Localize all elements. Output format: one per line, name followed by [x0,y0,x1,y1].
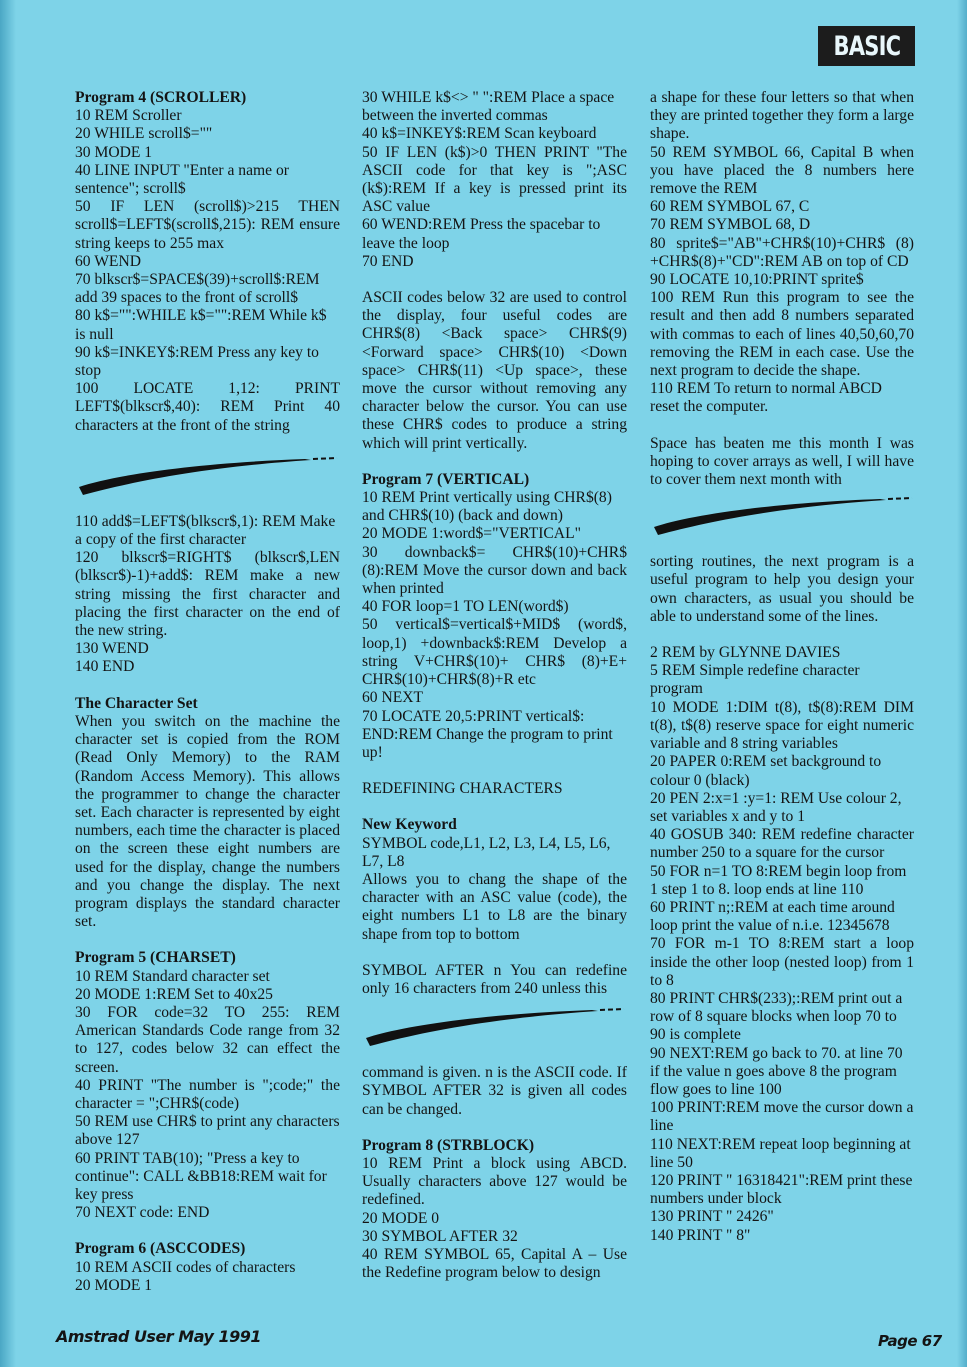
code-line: 90 k$=INKEY$:REM Press any key to stop [75,343,319,380]
sorting-text: sorting routines, the next program is a useful program to help you design your own characters, as usual you should be able to understand some of the lines. [650,553,914,625]
code-line: 60 PRINT TAB(10); "Press a key to continue": CALL &BB18:REM wait for key press [75,1149,327,1203]
brush-stroke-divider [362,1004,627,1050]
command-text: command is given. n is the ASCII code. If SYMBOL AFTER 32 is given all codes can be changed. [362,1064,627,1118]
code-line: 60 WEND [75,252,141,270]
code-line: 30 downback$= CHR$(10)+CHR$ (8):REM Move the cursor down and back when printed [362,543,627,598]
column-3 [650,89,914,1263]
code-line: 50 vertical$=vertical$+MID$ (word$, loop,1) +downback$:REM Develop a string V+CHR$(10)+ CHR$ (8)+E+ CHR$(10)+CHR$(8)+R etc [362,616,627,689]
space-paragraph [650,435,914,490]
code-line: 10 MODE 1:DIM t(8), t$(8):REM DIM t(8), t$(8) reserve space for eight numeric variable and 8 string variables [650,698,914,753]
symbol-description: Allows you to chang the shape of the character with an ASC value (code), the eight numbers L1 to L8 are the binary shape from top to bottom [362,870,627,943]
character-set-heading: The Character Set [75,694,198,712]
code-line: 30 MODE 1 [75,143,153,161]
code-line: 110 REM To return to normal ABCD reset the computer. [650,380,882,416]
program-6-continued [362,89,627,271]
sorting-paragraph [650,553,914,626]
new-keyword-section [362,816,627,943]
code-line: 10 REM Standard character set [75,967,270,985]
column-1 [75,89,340,1313]
redefining-characters-label: REDEFINING CHARACTERS [362,780,563,798]
code-line: 60 PRINT n;:REM at each time around loop print the value of n.i.e. 12345678 [650,898,895,935]
program-4-block [75,89,340,435]
code-line: 40 k$=INKEY$:REM Scan keyboard [362,125,597,143]
code-line: 100 LOCATE 1,12: PRINT LEFT$(blkscr$,40): REM Print 40 characters at the front of the string [75,380,340,434]
code-line: 40 LINE INPUT "Enter a name or sentence"; scroll$ [75,161,289,198]
code-line: 70 blkscr$=SPACE$(39)+scroll$:REM add 39 spaces to the front of scroll$ [75,271,320,307]
code-line: 60 WEND:REM Press the spacebar to leave the loop [362,216,601,252]
code-line: 40 REM SYMBOL 65, Capital A – Use the Redefine program below to design [362,1245,627,1282]
code-line: 60 NEXT [362,689,424,707]
code-line: 80 PRINT CHR$(233);:REM print out a row of 8 square blocks when loop 70 to 90 is complete [650,989,903,1044]
badge-label: BASIC [833,30,900,62]
code-line: 20 MODE 1 [75,1276,153,1294]
code-line: 2 REM by GLYNNE DAVIES [650,644,841,662]
code-line: 5 REM Simple redefine character program [650,662,860,698]
program-8-continued [650,89,914,417]
code-line: a shape for these four letters so that when they are printed together they form a large shape. [650,89,914,143]
brush-stroke-divider [75,453,340,499]
code-line: 110 add$=LEFT$(blkscr$,1): REM Make a copy of the first character [75,512,336,549]
code-line: 70 FOR m-1 TO 8:REM start a loop inside the other loop (nested loop) from 1 to 8 [650,935,914,989]
code-line: 50 IF LEN (scroll$)>215 THEN scroll$=LEFT$(scroll$,215): REM ensure string keeps to 255 max [75,198,340,252]
character-set-section [75,695,340,932]
page-number: Page 67 [878,1332,942,1350]
code-line: 140 PRINT " 8" [650,1226,751,1244]
program-8-heading: Program 8 (STRBLOCK) [362,1136,535,1154]
code-line: 50 IF LEN (k$)>0 THEN PRINT "The ASCII code for that key is ";ASC (k$):REM If a key is pressed print its ASC value [362,143,627,216]
program-9-block [650,644,914,1245]
code-line: 40 FOR loop=1 TO LEN(word$) [362,598,569,616]
magazine-issue: Amstrad User May 1991 [56,1327,262,1346]
code-line: 40 PRINT "The number is ";code;" the character = ";CHR$(code) [75,1076,340,1112]
code-line: 20 PAPER 0:REM set background to colour 0 (black) [650,753,882,789]
code-line: 130 WEND [75,640,149,658]
ascii-codes-paragraph [362,289,627,453]
code-line: 20 MODE 0 [362,1209,440,1227]
code-line: 80 k$="":WHILE k$="":REM While k$ is null [75,307,327,343]
code-line: 20 PEN 2:x=1 :y=1: REM Use colour 2, set variables x and y to 1 [650,789,902,825]
code-line: 10 REM Scroller [75,107,182,125]
space-text: Space has beaten me this month I was hoping to cover arrays as well, I will have to cover them next month with [650,434,914,489]
program-7-heading: Program 7 (VERTICAL) [362,470,530,488]
code-line: 70 REM SYMBOL 68, D [650,216,811,234]
character-set-text: When you switch on the machine the character set is copied from the ROM (Read Only Memory) to the RAM (Random Access Memory). This allows the programmer to change the character set. Each character is represented by eight numbers, each time the character is placed on the screen these eight numbers are used for the display, change the numbers and you change the display. The next program displays the standard character set. [75,712,340,931]
column-2 [362,89,627,1300]
symbol-after-text: SYMBOL AFTER n You can redefine only 16 characters from 240 unless this [362,961,627,997]
code-line: 130 PRINT " 2426" [650,1208,774,1226]
code-line: 90 LOCATE 10,10:PRINT sprite$ [650,271,864,289]
new-keyword-heading: New Keyword [362,816,457,834]
program-4-continued [75,513,340,677]
program-7-block [362,471,627,762]
redefining-characters-title [362,780,627,798]
ascii-codes-text: ASCII codes below 32 are used to control the display, four useful codes are CHR$(8) <Back space> CHR$(9) <Forward space> CHR$(10) <Down space> CHR$(11) <Up space>, these move the cursor without removing any character below the cursor. You can use these CHR$ codes to produce a string which will print vertically. [362,289,627,452]
program-6-block [75,1240,340,1295]
code-line: 20 WHILE scroll$="" [75,125,213,143]
code-line: 30 SYMBOL AFTER 32 [362,1227,518,1245]
code-line: 70 NEXT code: END [75,1204,210,1222]
code-line: 30 FOR code=32 TO 255: REM American Standards Code range from 32 to 127, codes below 32 can effect the screen. [75,1003,340,1076]
code-line: 110 NEXT:REM repeat loop beginning at line 50 [650,1135,911,1171]
symbol-syntax: SYMBOL code,L1, L2, L3, L4, L5, L6, L7, L8 [362,834,611,870]
code-line: 50 FOR n=1 TO 8:REM begin loop from 1 step 1 to 8. loop ends at line 110 [650,862,907,898]
code-line: 90 NEXT:REM go back to 70. at line 70 if the value n goes above 8 the program flow goes to line 100 [650,1044,903,1098]
code-line: 10 REM Print vertically using CHR$(8) and CHR$(10) (back and down) [362,489,612,525]
program-4-heading: Program 4 (SCROLLER) [75,89,247,106]
right-page-edge [957,0,967,1367]
code-line: 40 GOSUB 340: REM redefine character number 250 to a square for the cursor [650,826,914,862]
code-line: 30 WHILE k$<> " ":REM Place a space between the inverted commas [362,89,615,125]
left-page-edge [0,0,16,1367]
brush-stroke-divider [650,493,914,539]
code-line: 10 REM Print a block using ABCD. Usually characters above 127 would be redefined. [362,1154,627,1209]
code-line: 70 END [362,252,414,270]
code-line: 120 PRINT " 16318421":REM print these numbers under block [650,1171,913,1208]
code-line: 20 MODE 1:REM Set to 40x25 [75,985,273,1003]
program-5-block [75,949,340,1222]
section-badge [818,26,915,66]
code-line: 140 END [75,658,135,676]
symbol-after-continued [362,1064,627,1119]
code-line: 120 blkscr$=RIGHT$ (blkscr$,LEN (blkscr$)-1)+add$: REM make a new string missing the first character and placing the first character on the end of the new string. [75,549,340,640]
code-line: 20 MODE 1:word$="VERTICAL" [362,525,581,543]
code-line: 60 REM SYMBOL 67, C [650,198,810,216]
code-line: 70 LOCATE 20,5:PRINT vertical$: END:REM Change the program to print up! [362,707,613,761]
program-6-heading: Program 6 (ASCCODES) [75,1240,246,1258]
code-line: 100 PRINT:REM move the cursor down a line [650,1099,914,1135]
code-line: 10 REM ASCII codes of characters [75,1258,296,1276]
symbol-after-paragraph [362,962,627,998]
code-line: 100 REM Run this program to see the result and then add 8 numbers separated with commas to each of lines 40,50,60,70 removing the REM in each case. Use the next program to decide the shape. [650,289,914,380]
code-line: 50 REM use CHR$ to print any characters above 127 [75,1113,340,1149]
code-line: 80 sprite$="AB"+CHR$(10)+CHR$ (8) +CHR$(8)+"CD":REM AB on top of CD [650,234,914,270]
program-5-heading: Program 5 (CHARSET) [75,949,236,967]
program-8-block [362,1137,627,1283]
code-line: 50 REM SYMBOL 66, Capital B when you have placed the 8 numbers here remove the REM [650,143,914,198]
